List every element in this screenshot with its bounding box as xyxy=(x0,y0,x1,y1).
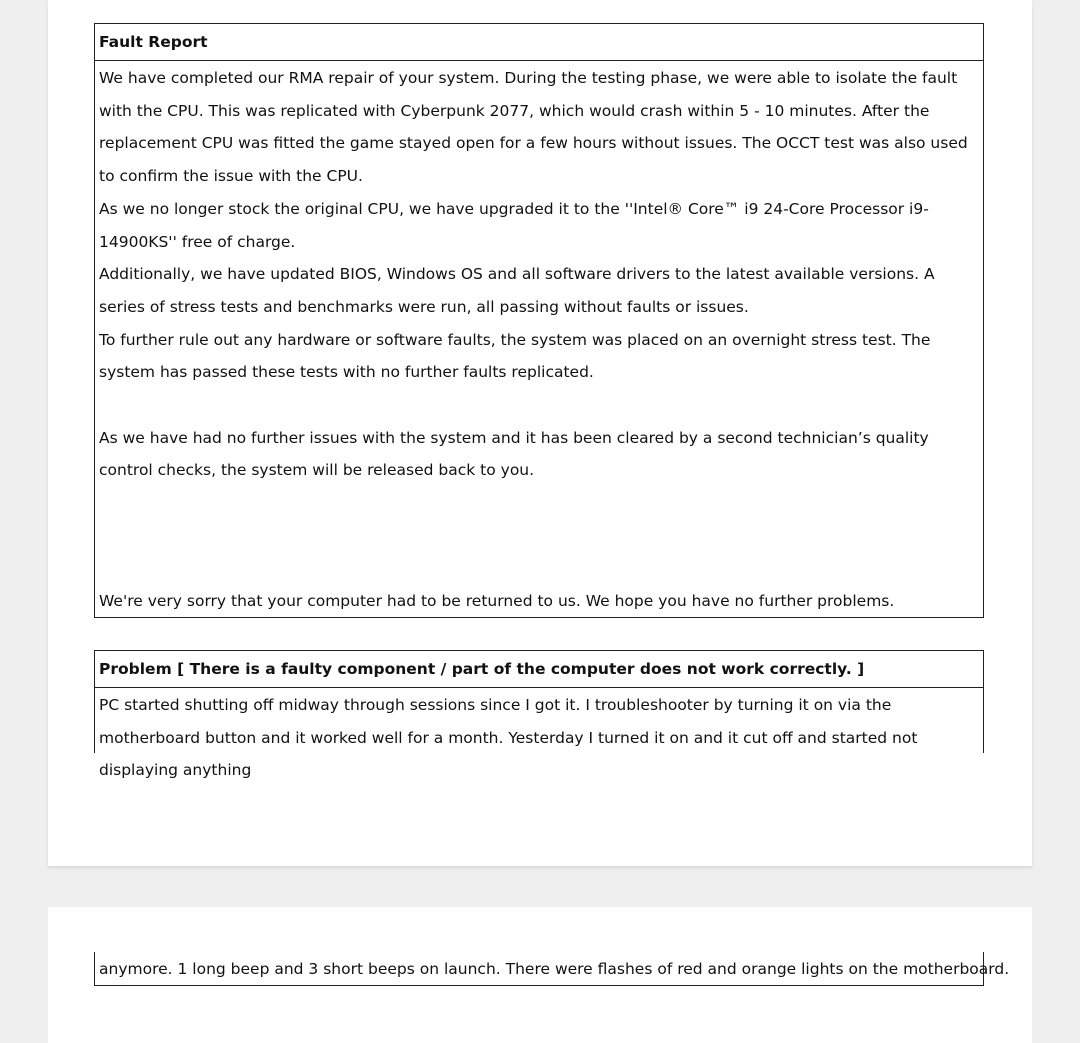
fault-report-closing: We're very sorry that your computer had to be returned to us. We hope you have no further problems. xyxy=(99,592,895,611)
document-page-2 xyxy=(48,907,1032,1043)
blank-lines xyxy=(99,487,983,585)
fault-report-section xyxy=(94,23,984,618)
fault-report-paragraph: We have completed our RMA repair of your system. During the testing phase, we were able to isolate the fault with the CPU. This was replicated with Cyberpunk 2077, which would crash within 5 - 10 minutes. After the replacement CPU was fitted the game stayed open for a few hours without issues. The OCCT test was also used to confirm the issue with the CPU. xyxy=(99,69,968,186)
problem-section-continued xyxy=(94,952,1010,986)
fault-report-paragraph: As we no longer stock the original CPU, we have upgraded it to the ''Intel® Core™ i9 24-Core Processor i9-14900KS'' free of charge. xyxy=(99,199,929,251)
fault-report-title: Fault Report xyxy=(95,24,983,61)
document-page-1 xyxy=(48,0,1032,866)
fault-report-body xyxy=(95,61,983,618)
fault-report-paragraph: To further rule out any hardware or software faults, the system was placed on an overnight stress test. The system has passed these tests with no further faults replicated. xyxy=(99,330,931,382)
blank-line xyxy=(99,389,983,422)
problem-text: PC started shutting off midway through sessions since I got it. I troubleshooter by turning it on via the motherboard button and it worked well for a month. Yesterday I turned it on and it cut off and started not displaying anything xyxy=(99,696,918,780)
fault-report-paragraph: As we have had no further issues with the system and it has been cleared by a second technician’s quality control checks, the system will be released back to you. xyxy=(99,428,929,480)
problem-text-continued: anymore. 1 long beep and 3 short beeps on launch. There were flashes of red and orange lights on the motherboard. xyxy=(99,960,1010,978)
problem-section xyxy=(94,650,984,780)
fault-report-paragraph: Additionally, we have updated BIOS, Windows OS and all software drivers to the latest available versions. A series of stress tests and benchmarks were run, all passing without faults or issues. xyxy=(99,265,935,316)
problem-body xyxy=(95,688,983,787)
problem-title: Problem [ There is a faulty component / part of the computer does not work correctly. ] xyxy=(95,651,983,688)
